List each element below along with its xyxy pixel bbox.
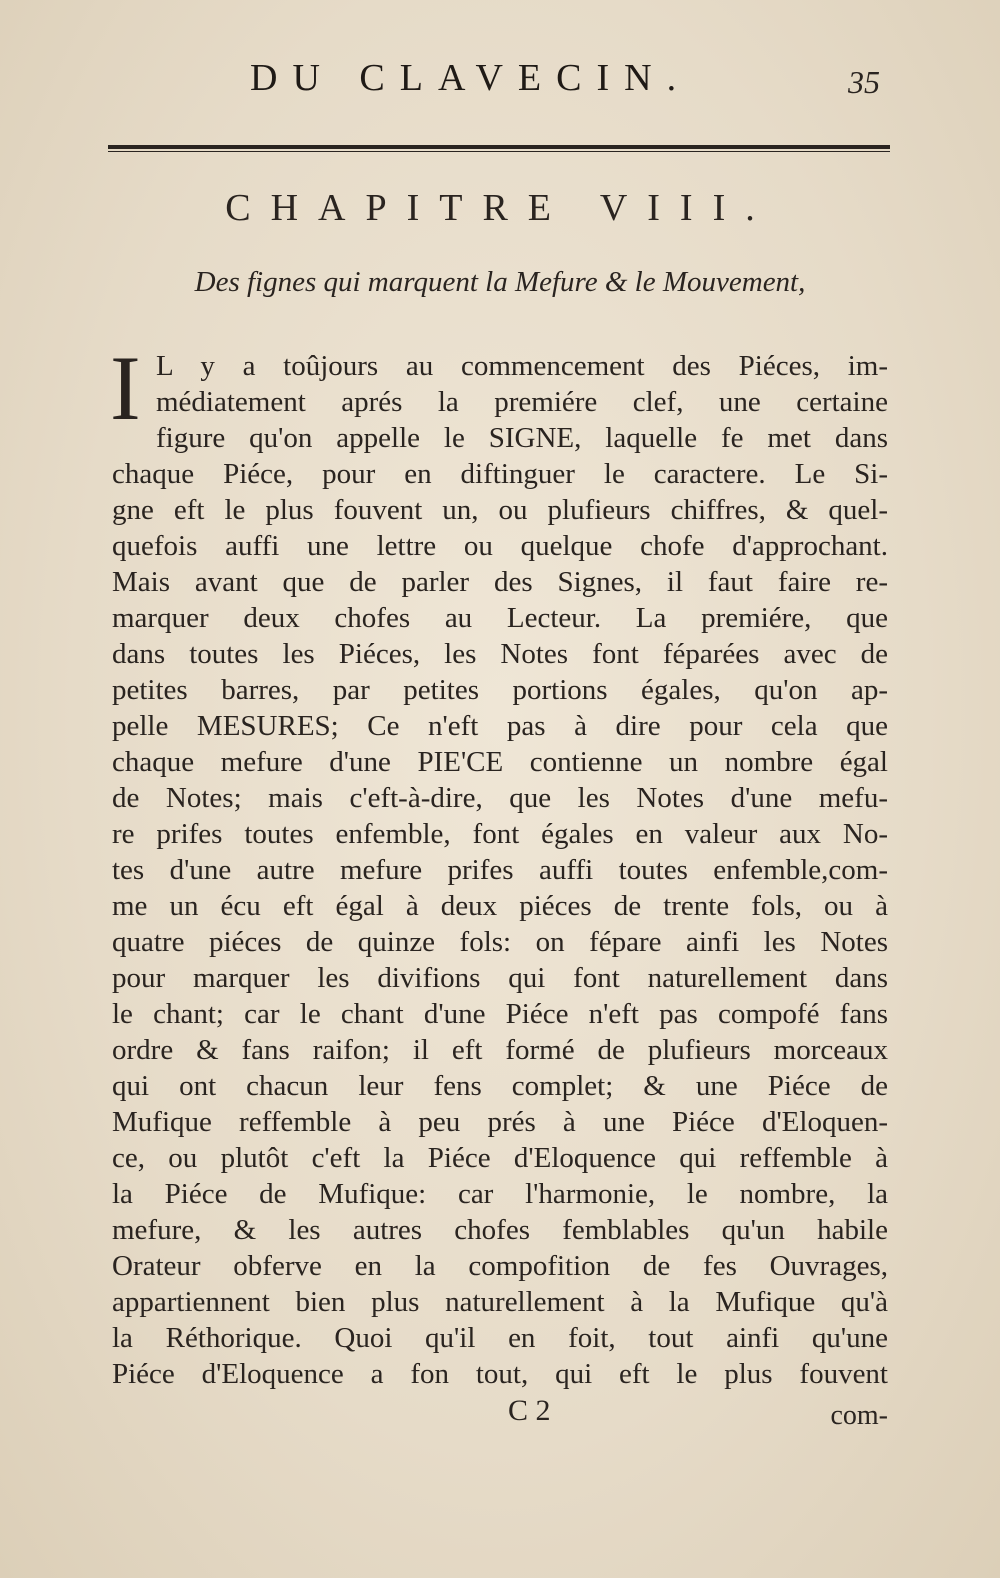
text-line: qui ont chacun leur fens complet; & une Piéce de bbox=[112, 1070, 888, 1102]
text-line: pour marquer les divifions qui font naturellement dans bbox=[112, 962, 888, 994]
signature-mark: C 2 bbox=[508, 1394, 551, 1427]
text-line: pelle MESURES; Ce n'eft pas à dire pour cela que bbox=[112, 710, 888, 742]
text-line: tes d'une autre mefure prifes auffi toutes enfemble,com- bbox=[112, 854, 888, 886]
drop-cap: I bbox=[110, 337, 141, 439]
text-line: gne eft le plus fouvent un, ou plufieurs chiffres, & quel- bbox=[112, 494, 888, 526]
text-line: ce, ou plutôt c'eft la Piéce d'Eloquence qui reffemble à bbox=[112, 1142, 888, 1174]
text-line: me un écu eft égal à deux piéces de trente fols, ou à bbox=[112, 890, 888, 922]
text-line: médiatement aprés la premiére clef, une certaine bbox=[156, 386, 888, 418]
text-line: Mufique reffemble à peu prés à une Piéce d'Eloquen- bbox=[112, 1106, 888, 1138]
text-line: figure qu'on appelle le SIGNE, laquelle fe met dans bbox=[156, 422, 888, 454]
text-line: quatre piéces de quinze fols: on fépare ainfi les Notes bbox=[112, 926, 888, 958]
text-line: de Notes; mais c'eft-à-dire, que les Notes d'une mefu- bbox=[112, 782, 888, 814]
page-header bbox=[110, 56, 890, 106]
text-line-content: L y a toûjours au commencement des Piéces, im- bbox=[156, 350, 888, 382]
text-line: chaque mefure d'une PIE'CE contienne un nombre égal bbox=[112, 746, 888, 778]
text-line: Orateur obferve en la compofition de fes Ouvrages, bbox=[112, 1250, 888, 1282]
text-line: petites barres, par petites portions égales, qu'on ap- bbox=[112, 674, 888, 706]
catchword: com- bbox=[830, 1400, 888, 1431]
text-line: quefois auffi une lettre ou quelque chofe d'approchant. bbox=[112, 530, 888, 562]
text-line: ordre & fans raifon; il eft formé de plufieurs morceaux bbox=[112, 1034, 888, 1066]
text-line: re prifes toutes enfemble, font égales en valeur aux No- bbox=[112, 818, 888, 850]
header-rule bbox=[108, 145, 890, 149]
text-line: appartiennent bien plus naturellement à la Mufique qu'à bbox=[112, 1286, 888, 1318]
text-line: Mais avant que de parler des Signes, il faut faire re- bbox=[112, 566, 888, 598]
text-line: mefure, & les autres chofes femblables qu'un habile bbox=[112, 1214, 888, 1246]
chapter-subtitle: Des fignes qui marquent la Mefure & le Mouvement, bbox=[194, 266, 806, 298]
text-line: la Piéce de Mufique: car l'harmonie, le nombre, la bbox=[112, 1178, 888, 1210]
chapter-title: CHAPITRE VIII. bbox=[225, 187, 775, 229]
text-line: dans toutes les Piéces, les Notes font féparées avec de bbox=[112, 638, 888, 670]
page-footer bbox=[112, 1394, 888, 1434]
text-line: la Réthorique. Quoi qu'il en foit, tout ainfi qu'une bbox=[112, 1322, 888, 1354]
running-title: DU CLAVECIN. bbox=[250, 57, 692, 99]
text-line: chaque Piéce, pour en diftinguer le caractere. Le Si- bbox=[112, 458, 888, 490]
page-number: 35 bbox=[848, 64, 880, 100]
text-line: Piéce d'Eloquence a fon tout, qui eft le plus fouvent bbox=[112, 1358, 888, 1390]
text-line: marquer deux chofes au Lecteur. La premiére, que bbox=[112, 602, 888, 634]
text-line: le chant; car le chant d'une Piéce n'eft pas compofé fans bbox=[112, 998, 888, 1030]
body-text bbox=[110, 337, 888, 1392]
